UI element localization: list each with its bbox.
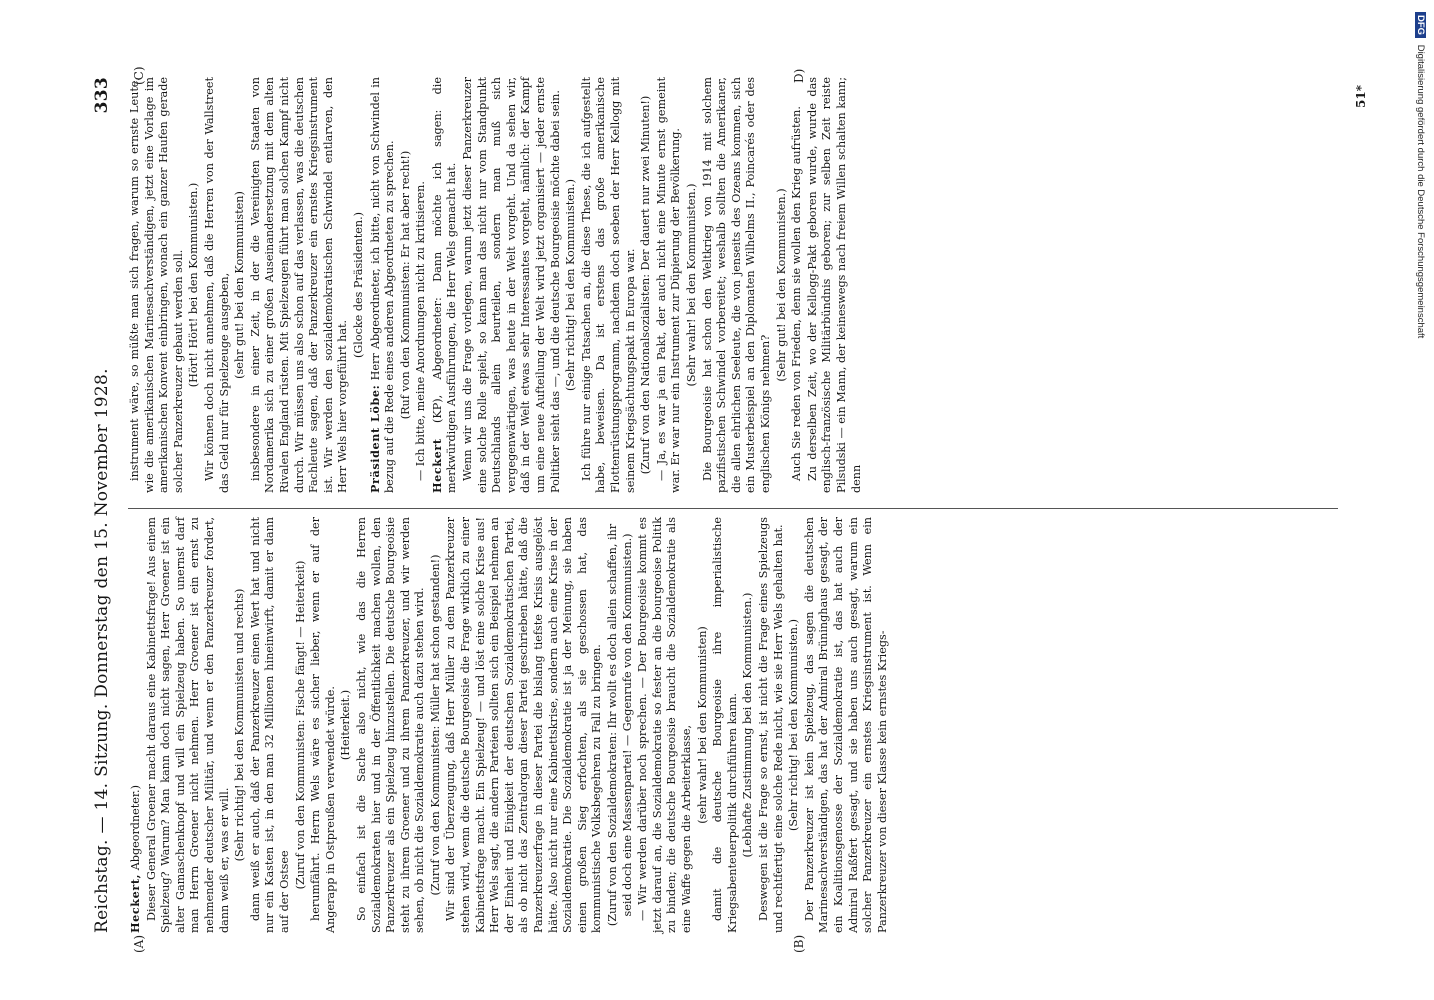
- paragraph: — Wir werden darüber noch sprechen. — Der Bourgeoisie kommt es jetzt darauf an, die Sozialdemokratie so fester an die bourgeoise Politik zu binden; die deutsche Bourgeoisie braucht die Sozialdemokratie als eine Waffe gegen die Arbeiterklasse,: [636, 517, 693, 933]
- interjection: (Ruf von den Kommunisten: Er hat aber recht!): [398, 150, 412, 420]
- margin-mark-a: (A): [132, 934, 146, 953]
- speech-text: Herr Abgeordneter, ich bitte, nicht von Schwindel in bezug auf die Rede eines anderen Abgeordneten zu sprechen.: [368, 77, 397, 493]
- paragraph: Wenn wir uns die Frage vorlegen, warum jetzt dieser Panzerkreuzer eine solche Rolle spielt, so kann man das nicht nur vom Standpunkt Deutschlands allein beurteilen, sondern man muß sich vergegenwärtigen, was heute in der Welt vorgeht. Und da sehen wir, daß in der Welt etwas sehr Interessantes vorgeht, nämlich: der Kampf um eine neue Aufteilung der Welt wird jetzt organisiert — jeder ernste Politiker sieht das —, und die deutsche Bourgeoisie möchte dabei sein.: [461, 77, 562, 493]
- paragraph: Der Panzerkreuzer ist kein Spielzeug, das sagen die deutschen Marinesachverständigen, das hat der Admiral Brüninghaus gesagt, der ein Koalitionsgenosse der Sozialdemokratie ist, das hat auch der Admiral Raßfert gesagt, und sie haben uns auch gesagt, warum ein solcher Panzerkreuzer ein ernstes Kriegsinstrument ist. Wenn ein Panzerkreuzer von dieser Klasse kein ernstes Kriegs-: [802, 517, 889, 933]
- interjection: (sehr gut! bei den Kommunisten): [233, 191, 247, 379]
- speaker-name: Heckert,: [128, 873, 142, 933]
- paragraph: Zu derselben Zeit, wo der Kellogg-Pakt geboren wurde, wurde das englisch-französische Militärbündnis geboren; zur selben Zeit reiste Pilsudski — ein Mann, der keineswegs nach freiem Willen schalten kann; denn: [805, 77, 863, 493]
- interjection: (Zuruf von den Nationalsozialisten: Der dauert nur zwei Minuten!): [639, 95, 653, 475]
- interjection: (Sehr wahr! bei den Kommunisten.): [684, 183, 698, 387]
- speaker-name: Präsident Löbe:: [367, 384, 382, 493]
- interjection: (sehr wahr! bei den Kommunisten): [695, 626, 709, 824]
- credit-text: Digitalisierung gefördert durch die Deutsche Forschungsgemeinschaft: [1415, 44, 1426, 339]
- paragraph: Die Bourgeoisie hat schon den Weltkrieg von 1914 mit solchem pazifistischen Schwindel vorbereitet; weshalb sollten die Amerikaner, die allen ehrlichen Seeleute, die von jenseits des Ozeans kommen, sich ein Musterbeispiel an den Diplomaten Wilhelms II., Poincarés oder des englischen Königs nehmen?: [700, 77, 772, 493]
- interjection: (Zuruf von den Kommunisten: Müller hat schon gestanden!): [428, 554, 442, 896]
- speaker-paragraph: [430, 77, 460, 493]
- paragraph: Dieser General Groener macht daraus eine Kabinettsfrage! Aus einem Spielzeug? Warum? Man kann doch nicht sagen, Herr Groener ist ein alter Gamaschenknopf und will ein Spielzeug haben. So unernst darf man Herrn Groener nicht nehmen. Herr Groener ist ein ernst zu nehmender deutscher Militär, und wenn er den Panzerkreuzer fordert, dann weiß er, was er will.: [144, 517, 231, 933]
- paragraph: dann weiß er auch, daß der Panzerkreuzer einen Wert hat und nicht nur ein Kasten ist, in den man 32 Millionen hineinwirft, damit er dann auf der Ostsee: [248, 517, 291, 933]
- credit-line: [1410, 12, 1426, 992]
- interjection: (Zuruf von den Kommunisten: Fische fängt! — Heiterkeit): [293, 560, 307, 890]
- paragraph: Auch Sie reden von Frieden, denn sie wollen den Krieg aufrüsten.: [790, 106, 804, 481]
- signature-mark: 51*: [1354, 85, 1368, 108]
- paragraph: Deswegen ist die Frage so ernst, ist nicht die Frage eines Spielzeugs und rechtfertigt eine solche Rede nicht, wie sie Herr Wels gehalten hat.: [756, 517, 785, 933]
- interjection: (Heiterkeit.): [339, 689, 353, 761]
- interjection: (Hört! Hört! bei den Kommunisten.): [187, 182, 201, 388]
- paragraph: insbesondere in einer Zeit, in der die Vereinigten Staaten von Nordamerika sich zu einer großen Auseinandersetzung mit dem alten Rivalen England rüsten. Mit Spielzeugen führt man solchen Kampf nicht durch. Wir müssen uns also schon auf das verlassen, was die deutschen Fachleute sagen, daß der Panzerkreuzer ein ernstes Kriegsinstrument ist. Wir werden den sozialdemokratischen Schwindel entlarven, den Herr Wels hier vorgeführt hat.: [248, 77, 350, 493]
- paragraph: Wir sind der Überzeugung, daß Herr Müller zu dem Panzerkreuzer stehen wird, wenn die deutsche Bourgeoisie die Frage wirklich zu einer Kabinettsfrage macht. Ein Spielzeug! — und löst eine solche Krise aus! Herr Wels sagt, die andern Parteien sollten sich ein Beispiel nehmen an der Einheit und Einigkeit der deutschen Sozialdemokratischen Partei, als ob nicht das Zentralorgan dieser Partei geschrieben hätte, daß die Panzerkreuzerfrage in dieser Partei die bislang tiefste Krisis ausgelöst hätte. Also nicht nur eine Kabinettskrise, sondern auch eine Krise in der Sozialdemokratie. Die Sozialdemokratie ist ja der Meinung, sie haben einen großen Sieg erfochten, als sie geschossen hat, das kommunistische Volksbegehren zu Fall zu bringen.: [444, 517, 604, 933]
- digitization-credit: [1410, 12, 1430, 992]
- margin-mark-d: D): [792, 68, 806, 83]
- paragraph: Ich führe nur einige Tatsachen an, die diese These, die ich aufgestellt habe, beweisen. Da ist erstens das große amerikanische Flottenrüstungsprogramm, nachdem doch soeben der Herr Kellogg mit seinem Kriegsächtungspakt in Europa war.: [579, 77, 637, 493]
- speech-text: Abgeordneter.): [129, 785, 142, 874]
- paragraph: — Ich bitte, meine Anordnungen nicht zu kritisieren.: [414, 181, 428, 481]
- dfg-logo: DFG: [1415, 12, 1426, 38]
- speaker-name: Heckert: [429, 438, 444, 493]
- paragraph: herumfährt. Herrn Wels wäre es sicher lieber, wenn er auf der Angerapp in Ostpreußen verwendet würde.: [309, 517, 337, 933]
- paragraph: — Ja, es war ja ein Pakt, der auch nicht eine Minute ernst gemeint war. Er war nur ein Instrument zur Düpierung der Bevölkerung.: [654, 77, 683, 493]
- right-column: [128, 77, 865, 493]
- column-divider: [128, 508, 1338, 509]
- paragraph: damit die deutsche Bourgeoisie ihre imperialistische Kriegsabenteuerpolitik durchführen kann.: [711, 517, 739, 933]
- speaker-paragraph: [368, 77, 398, 493]
- interjection: (Sehr richtig! bei den Kommunisten und rechts): [233, 588, 247, 862]
- interjection: (Glocke des Präsidenten.): [351, 212, 365, 359]
- margin-mark-c: (C): [132, 66, 146, 85]
- interjection: (Zuruf von den Sozialdemokraten: Ihr wollt es doch allein schaffen, ihr seid doch eine Massenpartei! — Gegenrufe von den Kommunisten.): [606, 523, 634, 927]
- speech-text: (KP), Abgeordneter: Dann möchte ich sagen: die merkwürdigen Ausführungen, die Herr Wels gemacht hat.: [430, 77, 459, 493]
- paragraph: instrument wäre, so müßte man sich fragen, warum so ernste Leute, wie die amerikanischen Marinesachverständigen, jetzt eine Vorlage im amerikanischen Konvent einbringen, wonach ein ganzer Haufen gerade solcher Panzerkreuzer gebaut werden soll.: [128, 77, 185, 493]
- speaker-paragraph: [128, 517, 144, 933]
- interjection: (Lebhafte Zustimmung bei den Kommunisten.): [741, 592, 755, 858]
- interjection: (Sehr gut! bei den Kommunisten.): [774, 188, 788, 382]
- interjection: (Sehr richtig! bei den Kommunisten.): [787, 619, 801, 831]
- running-head: [92, 55, 118, 955]
- page-number: 333: [92, 77, 112, 114]
- interjection: (Sehr richtig! bei den Kommunisten.): [564, 179, 578, 391]
- document-page: [92, 55, 1392, 955]
- running-head-title: Reichstag. — 14. Sitzung. Donnerstag den 15. November 1928.: [92, 368, 112, 933]
- margin-mark-b: (B): [792, 934, 806, 953]
- paragraph: So einfach ist die Sache also nicht, wie das die Herren Sozialdemokraten hier und in der Öffentlichkeit machen wollen, den Panzerkreuzer als ein Spielzeug hinzustellen. Die deutsche Bourgeoisie steht zu ihrem Groener und zu ihrem Panzerkreuzer, und wir werden sehen, ob nicht die Sozialdemokratie auch dazu stehen wird.: [354, 517, 427, 933]
- left-column: [128, 517, 891, 933]
- paragraph: Wir können doch nicht annehmen, daß die Herren von der Wallstreet das Geld nur für Spielzeuge ausgeben,: [202, 77, 231, 493]
